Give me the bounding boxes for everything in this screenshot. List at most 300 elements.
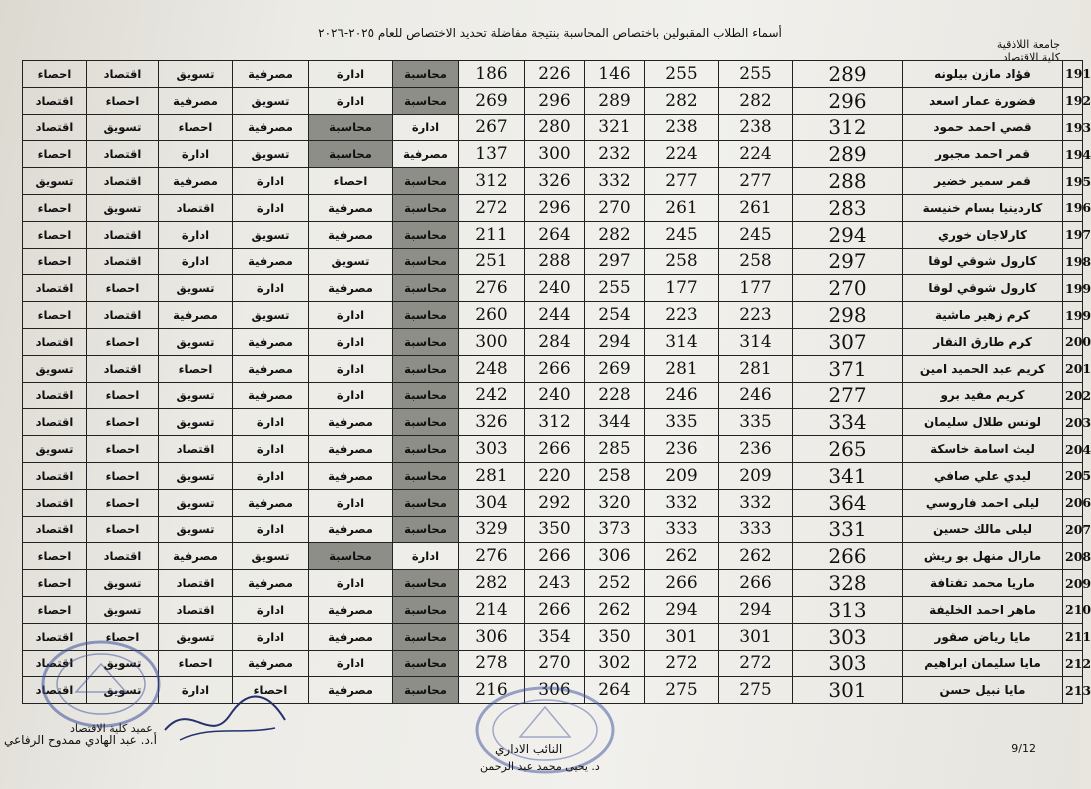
score-2: 209 — [645, 462, 719, 489]
score-1: 258 — [719, 248, 793, 275]
score-5: 304 — [459, 489, 525, 516]
option-2: ادارة — [309, 489, 393, 516]
option-1: محاسبة — [393, 355, 459, 382]
table-row — [23, 168, 1083, 195]
total-score: 296 — [793, 87, 903, 114]
score-1: 266 — [719, 570, 793, 597]
score-2: 335 — [645, 409, 719, 436]
table-row — [23, 596, 1083, 623]
table-row — [23, 570, 1083, 597]
option-5: تسويق — [87, 677, 159, 704]
option-1: محاسبة — [393, 516, 459, 543]
option-2: مصرفية — [309, 436, 393, 463]
total-score: 297 — [793, 248, 903, 275]
option-1: محاسبة — [393, 570, 459, 597]
score-1: 223 — [719, 302, 793, 329]
deputy-name: د. يحيى محمد عبد الرحمن — [480, 760, 600, 773]
option-3: مصرفية — [233, 382, 309, 409]
total-score: 265 — [793, 436, 903, 463]
score-3: 232 — [585, 141, 645, 168]
option-4: اقتصاد — [159, 596, 233, 623]
score-3: 320 — [585, 489, 645, 516]
table-row — [23, 302, 1083, 329]
option-4: تسويق — [159, 275, 233, 302]
student-name: كارول شوقي لوقا — [903, 275, 1063, 302]
score-3: 306 — [585, 543, 645, 570]
row-number: 196 — [1063, 194, 1083, 221]
row-number: 211 — [1063, 623, 1083, 650]
row-number: 193 — [1063, 114, 1083, 141]
score-4: 266 — [525, 543, 585, 570]
score-1: 245 — [719, 221, 793, 248]
score-2: 236 — [645, 436, 719, 463]
option-5: تسويق — [87, 114, 159, 141]
option-3: ادارة — [233, 596, 309, 623]
score-2: 258 — [645, 248, 719, 275]
option-5: تسويق — [87, 570, 159, 597]
option-6: احصاء — [23, 596, 87, 623]
option-5: اقتصاد — [87, 302, 159, 329]
option-3: ادارة — [233, 409, 309, 436]
total-score: 328 — [793, 570, 903, 597]
score-4: 220 — [525, 462, 585, 489]
option-4: تسويق — [159, 382, 233, 409]
score-3: 264 — [585, 677, 645, 704]
score-1: 294 — [719, 596, 793, 623]
row-number: 197 — [1063, 221, 1083, 248]
row-number: 204 — [1063, 436, 1083, 463]
score-1: 262 — [719, 543, 793, 570]
row-number: 213 — [1063, 677, 1083, 704]
option-6: احصاء — [23, 570, 87, 597]
option-6: تسويق — [23, 168, 87, 195]
student-name: كرم زهير ماشية — [903, 302, 1063, 329]
option-3: مصرفية — [233, 570, 309, 597]
option-5: اقتصاد — [87, 221, 159, 248]
score-3: 252 — [585, 570, 645, 597]
option-6: احصاء — [23, 194, 87, 221]
option-6: اقتصاد — [23, 275, 87, 302]
table-row — [23, 114, 1083, 141]
option-3: ادارة — [233, 194, 309, 221]
score-3: 258 — [585, 462, 645, 489]
option-3: مصرفية — [233, 489, 309, 516]
score-3: 262 — [585, 596, 645, 623]
option-4: تسويق — [159, 516, 233, 543]
score-1: 277 — [719, 168, 793, 195]
row-number: 199 — [1063, 275, 1083, 302]
option-6: اقتصاد — [23, 677, 87, 704]
score-2: 224 — [645, 141, 719, 168]
score-3: 373 — [585, 516, 645, 543]
score-3: 285 — [585, 436, 645, 463]
option-1: محاسبة — [393, 409, 459, 436]
option-1: ادارة — [393, 543, 459, 570]
option-6: اقتصاد — [23, 409, 87, 436]
row-number: 192 — [1063, 87, 1083, 114]
option-3: مصرفية — [233, 248, 309, 275]
score-4: 244 — [525, 302, 585, 329]
student-name: فؤاد مازن بيلونه — [903, 61, 1063, 88]
score-5: 137 — [459, 141, 525, 168]
student-name: ليلى مالك حسين — [903, 516, 1063, 543]
option-2: احصاء — [309, 168, 393, 195]
row-number: 205 — [1063, 462, 1083, 489]
option-3: تسويق — [233, 543, 309, 570]
score-4: 300 — [525, 141, 585, 168]
option-1: محاسبة — [393, 87, 459, 114]
score-2: 246 — [645, 382, 719, 409]
score-3: 270 — [585, 194, 645, 221]
score-5: 260 — [459, 302, 525, 329]
row-number: 202 — [1063, 382, 1083, 409]
option-3: ادارة — [233, 275, 309, 302]
option-2: تسويق — [309, 248, 393, 275]
option-4: تسويق — [159, 328, 233, 355]
score-5: 312 — [459, 168, 525, 195]
student-name: قصي احمد حمود — [903, 114, 1063, 141]
score-5: 276 — [459, 275, 525, 302]
row-number: 208 — [1063, 543, 1083, 570]
score-2: 262 — [645, 543, 719, 570]
score-1: 255 — [719, 61, 793, 88]
score-4: 240 — [525, 275, 585, 302]
total-score: 331 — [793, 516, 903, 543]
score-1: 314 — [719, 328, 793, 355]
student-name: ليدي علي صافي — [903, 462, 1063, 489]
row-number: 207 — [1063, 516, 1083, 543]
option-6: اقتصاد — [23, 462, 87, 489]
table-row — [23, 61, 1083, 88]
score-2: 314 — [645, 328, 719, 355]
table-row — [23, 489, 1083, 516]
option-6: احصاء — [23, 221, 87, 248]
table-row — [23, 328, 1083, 355]
option-5: تسويق — [87, 650, 159, 677]
score-4: 266 — [525, 436, 585, 463]
student-name: قمر احمد مجبور — [903, 141, 1063, 168]
option-6: احصاء — [23, 61, 87, 88]
option-2: مصرفية — [309, 275, 393, 302]
total-score: 277 — [793, 382, 903, 409]
option-1: محاسبة — [393, 382, 459, 409]
score-4: 296 — [525, 194, 585, 221]
option-6: اقتصاد — [23, 650, 87, 677]
row-number: 210 — [1063, 596, 1083, 623]
total-score: 298 — [793, 302, 903, 329]
score-1: 281 — [719, 355, 793, 382]
score-5: 214 — [459, 596, 525, 623]
score-3: 297 — [585, 248, 645, 275]
option-4: تسويق — [159, 489, 233, 516]
score-1: 209 — [719, 462, 793, 489]
score-5: 186 — [459, 61, 525, 88]
university-stamp-left — [36, 634, 166, 734]
option-2: ادارة — [309, 328, 393, 355]
option-3: ادارة — [233, 168, 309, 195]
score-2: 261 — [645, 194, 719, 221]
score-3: 254 — [585, 302, 645, 329]
total-score: 341 — [793, 462, 903, 489]
option-4: احصاء — [159, 355, 233, 382]
option-4: مصرفية — [159, 302, 233, 329]
score-3: 282 — [585, 221, 645, 248]
total-score: 371 — [793, 355, 903, 382]
option-3: تسويق — [233, 302, 309, 329]
total-score: 266 — [793, 543, 903, 570]
score-3: 228 — [585, 382, 645, 409]
score-5: 329 — [459, 516, 525, 543]
dean-name: أ.د. عبد الهادي ممدوح الرفاعي — [4, 733, 157, 747]
option-2: ادارة — [309, 302, 393, 329]
student-name: ليث اسامة خاسكة — [903, 436, 1063, 463]
score-5: 281 — [459, 462, 525, 489]
table-row — [23, 650, 1083, 677]
score-5: 248 — [459, 355, 525, 382]
option-1: محاسبة — [393, 623, 459, 650]
score-2: 282 — [645, 87, 719, 114]
table-row — [23, 275, 1083, 302]
option-2: مصرفية — [309, 596, 393, 623]
row-number: 206 — [1063, 489, 1083, 516]
score-2: 275 — [645, 677, 719, 704]
total-score: 301 — [793, 677, 903, 704]
table-row — [23, 194, 1083, 221]
option-2: مصرفية — [309, 194, 393, 221]
student-name: كرم طارق النقار — [903, 328, 1063, 355]
option-5: تسويق — [87, 596, 159, 623]
option-5: احصاء — [87, 87, 159, 114]
score-2: 238 — [645, 114, 719, 141]
option-5: احصاء — [87, 489, 159, 516]
option-2: مصرفية — [309, 221, 393, 248]
row-number: 191 — [1063, 61, 1083, 88]
option-4: تسويق — [159, 61, 233, 88]
score-2: 245 — [645, 221, 719, 248]
score-5: 267 — [459, 114, 525, 141]
option-6: اقتصاد — [23, 516, 87, 543]
score-3: 146 — [585, 61, 645, 88]
option-4: مصرفية — [159, 87, 233, 114]
student-name: ماريا محمد تفتافة — [903, 570, 1063, 597]
score-5: 211 — [459, 221, 525, 248]
table-row — [23, 221, 1083, 248]
signature-scribble-left — [160, 690, 290, 750]
option-5: احصاء — [87, 516, 159, 543]
option-4: ادارة — [159, 677, 233, 704]
option-6: اقتصاد — [23, 382, 87, 409]
student-name: فضورة عمار اسعد — [903, 87, 1063, 114]
option-6: اقتصاد — [23, 87, 87, 114]
row-number: 212 — [1063, 650, 1083, 677]
student-name: مايا نبيل حسن — [903, 677, 1063, 704]
score-2: 294 — [645, 596, 719, 623]
option-4: اقتصاد — [159, 194, 233, 221]
option-5: احصاء — [87, 462, 159, 489]
score-4: 266 — [525, 355, 585, 382]
score-5: 269 — [459, 87, 525, 114]
dean-title: عميد كلية الاقتصاد — [70, 722, 153, 735]
option-3: مصرفية — [233, 328, 309, 355]
option-2: مصرفية — [309, 623, 393, 650]
document-title: أسماء الطلاب المقبولين باختصاص المحاسبة بنتيجة مفاضلة تحديد الاختصاص للعام ٢٠٢٥-٢٠٢٦ — [318, 26, 782, 40]
option-6: اقتصاد — [23, 328, 87, 355]
score-5: 216 — [459, 677, 525, 704]
option-4: احصاء — [159, 650, 233, 677]
option-1: محاسبة — [393, 61, 459, 88]
score-2: 301 — [645, 623, 719, 650]
option-1: محاسبة — [393, 650, 459, 677]
total-score: 364 — [793, 489, 903, 516]
score-5: 303 — [459, 436, 525, 463]
score-1: 261 — [719, 194, 793, 221]
option-6: تسويق — [23, 355, 87, 382]
student-name: كارول شوقي لوقا — [903, 248, 1063, 275]
student-name: كريم مفيد برو — [903, 382, 1063, 409]
score-5: 282 — [459, 570, 525, 597]
option-5: اقتصاد — [87, 355, 159, 382]
row-number: 198 — [1063, 248, 1083, 275]
option-2: مصرفية — [309, 677, 393, 704]
option-5: احصاء — [87, 409, 159, 436]
option-6: احصاء — [23, 141, 87, 168]
score-1: 236 — [719, 436, 793, 463]
score-4: 312 — [525, 409, 585, 436]
option-1: محاسبة — [393, 275, 459, 302]
score-4: 288 — [525, 248, 585, 275]
option-6: اقتصاد — [23, 489, 87, 516]
option-2: ادارة — [309, 570, 393, 597]
student-name: كريم عبد الحميد امين — [903, 355, 1063, 382]
total-score: 312 — [793, 114, 903, 141]
score-4: 266 — [525, 596, 585, 623]
total-score: 289 — [793, 61, 903, 88]
option-6: احصاء — [23, 302, 87, 329]
table-row — [23, 248, 1083, 275]
score-1: 333 — [719, 516, 793, 543]
row-number: 194 — [1063, 141, 1083, 168]
total-score: 288 — [793, 168, 903, 195]
option-5: اقتصاد — [87, 61, 159, 88]
option-6: اقتصاد — [23, 114, 87, 141]
total-score: 313 — [793, 596, 903, 623]
total-score: 303 — [793, 650, 903, 677]
score-2: 281 — [645, 355, 719, 382]
deputy-title: النائب الاداري — [495, 742, 563, 756]
option-2: مصرفية — [309, 516, 393, 543]
table-row — [23, 355, 1083, 382]
option-2: ادارة — [309, 382, 393, 409]
total-score: 283 — [793, 194, 903, 221]
score-4: 306 — [525, 677, 585, 704]
row-number: 209 — [1063, 570, 1083, 597]
option-1: محاسبة — [393, 462, 459, 489]
score-1: 272 — [719, 650, 793, 677]
score-1: 282 — [719, 87, 793, 114]
option-4: تسويق — [159, 409, 233, 436]
option-2: محاسبة — [309, 114, 393, 141]
option-5: اقتصاد — [87, 543, 159, 570]
row-number: 195 — [1063, 168, 1083, 195]
option-1: محاسبة — [393, 168, 459, 195]
option-3: ادارة — [233, 623, 309, 650]
score-3: 269 — [585, 355, 645, 382]
score-4: 264 — [525, 221, 585, 248]
table-row — [23, 623, 1083, 650]
score-2: 277 — [645, 168, 719, 195]
option-2: ادارة — [309, 61, 393, 88]
table-row — [23, 516, 1083, 543]
row-number: 200 — [1063, 328, 1083, 355]
score-2: 333 — [645, 516, 719, 543]
students-table — [22, 60, 1091, 704]
student-name: لونس طلال سليمان — [903, 409, 1063, 436]
option-3: ادارة — [233, 462, 309, 489]
student-name: قمر سمير خضير — [903, 168, 1063, 195]
option-1: مصرفية — [393, 141, 459, 168]
option-4: تسويق — [159, 462, 233, 489]
score-1: 224 — [719, 141, 793, 168]
score-1: 301 — [719, 623, 793, 650]
score-4: 350 — [525, 516, 585, 543]
score-1: 246 — [719, 382, 793, 409]
option-2: محاسبة — [309, 141, 393, 168]
option-2: مصرفية — [309, 409, 393, 436]
total-score: 289 — [793, 141, 903, 168]
student-name: كارلاجان خوري — [903, 221, 1063, 248]
score-5: 276 — [459, 543, 525, 570]
score-4: 280 — [525, 114, 585, 141]
table-row — [23, 87, 1083, 114]
score-1: 275 — [719, 677, 793, 704]
score-5: 306 — [459, 623, 525, 650]
option-6: اقتصاد — [23, 623, 87, 650]
option-2: ادارة — [309, 650, 393, 677]
option-5: اقتصاد — [87, 248, 159, 275]
student-name: كاردينيا بسام خنيسة — [903, 194, 1063, 221]
total-score: 307 — [793, 328, 903, 355]
score-5: 242 — [459, 382, 525, 409]
score-4: 243 — [525, 570, 585, 597]
option-3: مصرفية — [233, 355, 309, 382]
score-3: 289 — [585, 87, 645, 114]
option-1: ادارة — [393, 114, 459, 141]
option-4: احصاء — [159, 114, 233, 141]
option-1: محاسبة — [393, 221, 459, 248]
student-name: ليلى احمد فاروسي — [903, 489, 1063, 516]
student-name: مارال منهل بو ريش — [903, 543, 1063, 570]
option-4: ادارة — [159, 221, 233, 248]
option-1: محاسبة — [393, 596, 459, 623]
score-4: 240 — [525, 382, 585, 409]
score-5: 251 — [459, 248, 525, 275]
option-1: محاسبة — [393, 677, 459, 704]
score-1: 335 — [719, 409, 793, 436]
option-6: احصاء — [23, 248, 87, 275]
score-1: 332 — [719, 489, 793, 516]
option-2: مصرفية — [309, 462, 393, 489]
option-3: تسويق — [233, 87, 309, 114]
option-5: احصاء — [87, 623, 159, 650]
score-2: 177 — [645, 275, 719, 302]
score-4: 292 — [525, 489, 585, 516]
option-4: تسويق — [159, 623, 233, 650]
total-score: 270 — [793, 275, 903, 302]
score-4: 354 — [525, 623, 585, 650]
option-3: ادارة — [233, 516, 309, 543]
score-3: 344 — [585, 409, 645, 436]
university-name: جامعة اللاذقية — [996, 38, 1060, 51]
